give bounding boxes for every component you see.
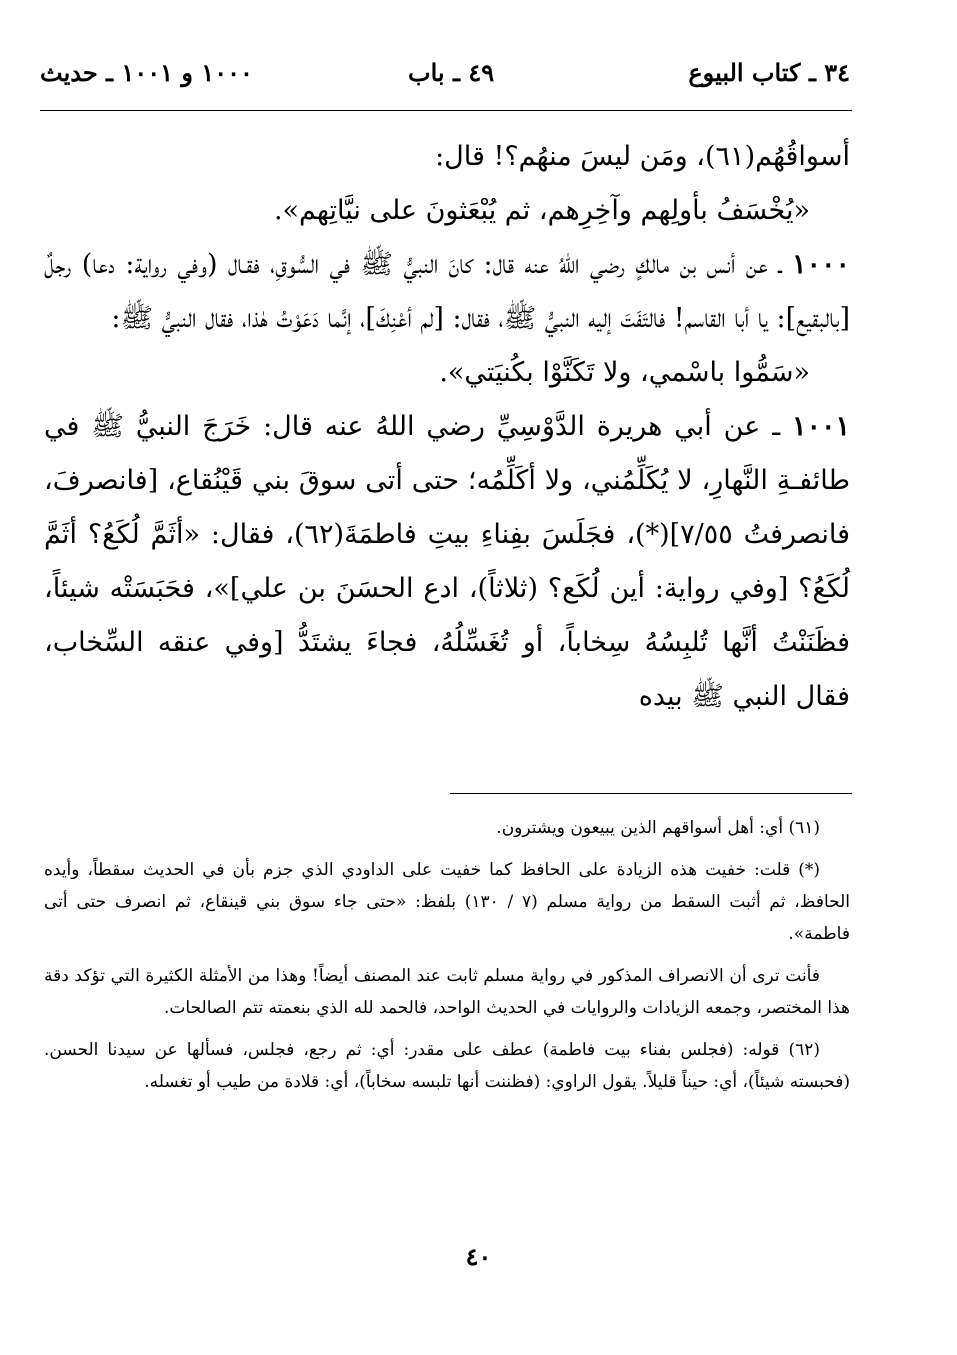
header-hadith-range: ١٠٠٠ و ١٠٠١ ـ حديث [40, 58, 253, 87]
main-text [44, 130, 850, 724]
page-number: ٤٠ [465, 1242, 492, 1271]
running-header [40, 52, 850, 96]
hadith-number-1001: ١٠٠١ [791, 411, 850, 442]
footnote-star-continued: فأنت ترى أن الانصراف المذكور في رواية مسلم ثابت عند المصنف أيضاً! وهذا من الأمثلة الكثيرة التي تؤكد دقة هذا المختصر، وجمعه الزيادات والروايات في الحديث الواحد، فالحمد لله الذي بنعمته تتم الصالحات. [44, 966, 850, 1018]
footnote-62: (٦٢) قوله: (فجلس بفناء بيت فاطمة) عطف على مقدر: أي: ثم رجع، فجلس، فسألها عن سيدنا الحسن. (فحبسته شيئاً)، أي: حيناً قليلاً. يقول الراوي: (فظننت أنها تلبسه سخاباً)، أي: قلادة من طيب أو تغسله. [44, 1040, 850, 1092]
hadith-1001 [44, 400, 850, 724]
footnote-61: (٦١) أي: أهل أسواقهم الذين يبيعون ويشترون. [496, 818, 820, 838]
hadith-1000 [44, 238, 850, 346]
header-book-title: ٣٤ ـ كتاب البيوع [688, 58, 850, 87]
prophetic-quote-1: «يُخْسَفُ بأولِهم وآخِرِهم، ثم يُبْعَثونَ على نيَّاتِهم». [273, 195, 810, 226]
footnote-star: (*) قلت: خفيت هذه الزيادة على الحافظ كما خفيت على الداودي الذي جزم بأن في الحديث سقطاً، وأيده الحافظ، ثم أثبت السقط من رواية مسلم (٧ / ١٣٠) بلفظ: «حتى جاء سوق بني قينقاع، ثم انصرف حتى أتى فاطمة». [44, 860, 851, 944]
header-chapter: ٤٩ ـ باب [408, 58, 495, 87]
footnote-rule [450, 793, 852, 794]
header-rule [40, 110, 852, 111]
prophetic-quote-2: «سَمُّوا باسْمي، ولا تَكَنَّوْا بكُنيَتي». [439, 357, 810, 388]
footnotes [44, 812, 850, 1108]
text-paragraph-1: أسواقُهُم(٦١)، ومَن ليسَ منهُم؟! قال: [435, 141, 850, 172]
hadith-number-1000: ١٠٠٠ [791, 249, 850, 280]
hadith-1001-text: ـ عن أبي هريرة الدَّوْسِيِّ رضي اللهُ عنه قال: خَرَجَ النبيُّ ﷺ في طائفـةِ النَّهارِ، لا يُكَلِّمُني، ولا أكَلِّمُه؛ حتى أتى سوقَ بني قَيْنُقاع، [فانصرفَ، فانصرفتُ ٧/٥٥](*)، فجَلَسَ بفِناءِ بيتِ فاطمَةَ(٦٢)، فقال: «أثَمَّ لُكَعُ؟ أثَمَّ لُكَعُ؟ [وفي رواية: أين لُكَع؟ (ثلاثاً)، ادع الحسَنَ بن علي]»، فحَبَسَتْه شيئاً، فظَنَنْتُ أنَّها تُلبِسُهُ سِخاباً، أو تُغَسِّلُهُ، فجاءَ يشتَدُّ [وفي عنقه السِّخاب، فقال النبي ﷺ بيده [44, 411, 850, 712]
hadith-1000-text: ـ عن أنس بن مالكٍ رضي اللهُ عنه قال: كانَ النبيُّ ﷺ في السُّوقِ، فقـال (وفي رواية: دعا) رجلٌ [بالبقيع]: يا أبا القاسم! فالتَفَتَ إليه النبيُّ ﷺ، فقال: [لم أعْنِكَ]، إنَّما دَعَوْتُ هٰذا، فقال النبيُّ ﷺ: [44, 249, 850, 334]
